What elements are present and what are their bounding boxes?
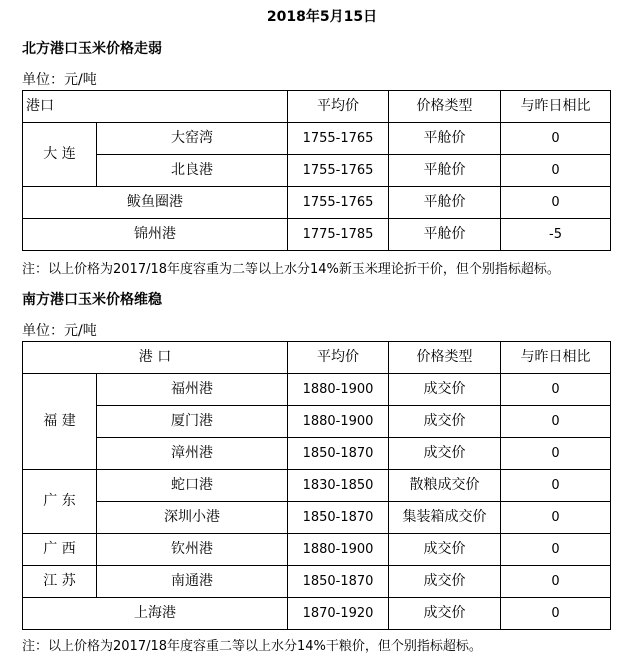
price-type: 成交价 (389, 566, 501, 598)
port-name: 鲅鱼圈港 (23, 187, 288, 219)
avg-price: 1880-1900 (288, 374, 389, 406)
table-row (23, 470, 611, 502)
report-date: 2018年5月15日 (266, 9, 378, 25)
change-value: 0 (501, 534, 611, 566)
avg-price: 1870-1920 (288, 598, 389, 630)
port-name: 钦州港 (97, 534, 288, 566)
price-type: 成交价 (389, 534, 501, 566)
avg-price: 1755-1765 (288, 187, 389, 219)
change-value: 0 (501, 374, 611, 406)
port-name: 大窑湾 (97, 123, 288, 155)
north-unit-label: 单位：元/吨 (22, 72, 97, 88)
header-price-type: 价格类型 (389, 342, 501, 374)
header-port-blank (97, 91, 288, 123)
header-port: 港口 (23, 91, 97, 123)
avg-price: 1880-1900 (288, 534, 389, 566)
avg-price: 1850-1870 (288, 566, 389, 598)
change-value: 0 (501, 502, 611, 534)
change-value: -5 (501, 219, 611, 251)
avg-price: 1850-1870 (288, 438, 389, 470)
north-price-table (22, 90, 611, 251)
avg-price: 1755-1765 (288, 155, 389, 187)
south-unit-label: 单位：元/吨 (22, 323, 97, 339)
header-price-type: 价格类型 (389, 91, 501, 123)
table-row (23, 566, 611, 598)
province-jiangsu: 江 苏 (23, 566, 97, 598)
south-price-table (22, 341, 611, 630)
port-name: 福州港 (97, 374, 288, 406)
table-row (23, 598, 611, 630)
south-footnote: 注：以上价格为2017/18年度容重二等以上水分14%干粮价，但个别指标超标。 (22, 639, 482, 654)
header-change: 与昨日相比 (501, 342, 611, 374)
change-value: 0 (501, 406, 611, 438)
table-row (23, 187, 611, 219)
province-guangdong: 广 东 (23, 470, 97, 534)
province-fujian: 福 建 (23, 374, 97, 470)
avg-price: 1850-1870 (288, 502, 389, 534)
change-value: 0 (501, 155, 611, 187)
table-row (23, 374, 611, 406)
port-name: 南通港 (97, 566, 288, 598)
province-dalian: 大 连 (23, 123, 97, 187)
table-row (23, 438, 611, 470)
table-header-row (23, 91, 611, 123)
port-name: 漳州港 (97, 438, 288, 470)
port-name: 厦门港 (97, 406, 288, 438)
header-change: 与昨日相比 (501, 91, 611, 123)
price-type: 平舱价 (389, 155, 501, 187)
avg-price: 1755-1765 (288, 123, 389, 155)
price-type: 成交价 (389, 374, 501, 406)
table-row (23, 123, 611, 155)
south-section-title: 南方港口玉米价格维稳 (22, 292, 162, 308)
header-avg-price: 平均价 (288, 342, 389, 374)
price-type: 散粮成交价 (389, 470, 501, 502)
avg-price: 1880-1900 (288, 406, 389, 438)
price-type: 平舱价 (389, 219, 501, 251)
province-guangxi: 广 西 (23, 534, 97, 566)
price-type: 集装箱成交价 (389, 502, 501, 534)
table-row (23, 219, 611, 251)
port-name: 蛇口港 (97, 470, 288, 502)
table-row (23, 406, 611, 438)
header-avg-price: 平均价 (288, 91, 389, 123)
port-name: 锦州港 (23, 219, 288, 251)
price-type: 成交价 (389, 598, 501, 630)
port-name: 北良港 (97, 155, 288, 187)
table-row (23, 155, 611, 187)
header-port: 港 口 (23, 342, 288, 374)
change-value: 0 (501, 438, 611, 470)
table-row (23, 502, 611, 534)
price-type: 成交价 (389, 438, 501, 470)
price-type: 成交价 (389, 406, 501, 438)
change-value: 0 (501, 566, 611, 598)
price-type: 平舱价 (389, 187, 501, 219)
price-type: 平舱价 (389, 123, 501, 155)
change-value: 0 (501, 123, 611, 155)
port-name: 深圳小港 (97, 502, 288, 534)
change-value: 0 (501, 598, 611, 630)
port-name: 上海港 (23, 598, 288, 630)
avg-price: 1775-1785 (288, 219, 389, 251)
table-header-row (23, 342, 611, 374)
table-row (23, 534, 611, 566)
change-value: 0 (501, 187, 611, 219)
north-footnote: 注：以上价格为2017/18年度容重为二等以上水分14%新玉米理论折干价，但个别指标超标。 (22, 262, 560, 277)
avg-price: 1830-1850 (288, 470, 389, 502)
change-value: 0 (501, 470, 611, 502)
north-section-title: 北方港口玉米价格走弱 (22, 41, 162, 57)
